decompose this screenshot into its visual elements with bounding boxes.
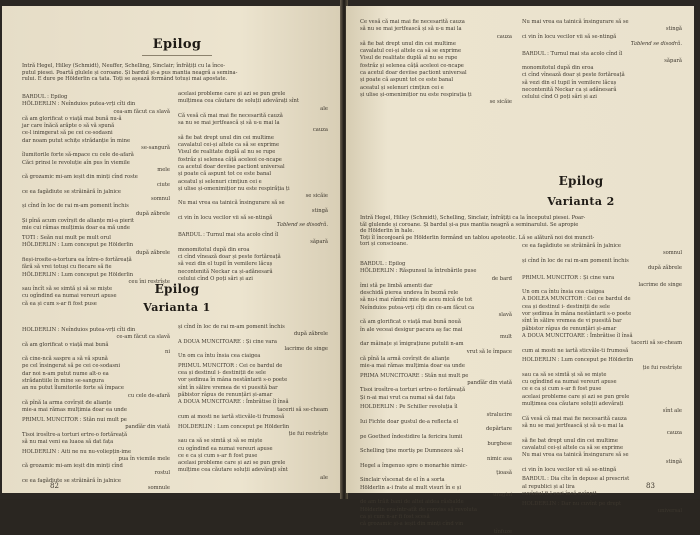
text-column-right-top [522,19,682,139]
text-line: că ea și cum s-ar fi fost puse [22,301,170,308]
text-line: de bard [360,276,512,283]
text-line: HOLDERLIN : Neînduios putea-vrți cîti din [22,327,170,334]
text-line: universal [522,508,682,515]
text-line: Și n-ai mai vrut ca numai să dai fața [360,395,512,402]
text-line: păbistor râpus de renunțări și-amar [178,392,328,399]
text-line: sa nu se mai jertfească și să u-u mai la [178,120,328,127]
text-line: cea și destinul i- destiniții de sele [522,304,682,311]
text-line: HOLDERLIN : Dar nu cuvînt pe drept [522,501,682,508]
text-line: Că vesă că mai mai fie necesarită cauză [178,113,328,120]
text-line: Un om ca întu însia cea ciaigea [522,289,682,296]
text-line: cum ai mosti ne iartă sticvăle-ti frumosă [522,348,682,355]
variant-heading: Varianta 1 [112,301,242,314]
text-line: să vezi din el tupil în vemilere lăcuș [522,80,682,87]
text-line: cu ogîndind ea numai vereuri apuse [22,293,170,300]
text-line: HOLDERLIN : Lum conceput pe Hölderlin [522,357,682,364]
text-line: BARDUL : Dia cîte în depuse al prescrist [522,476,682,483]
text-line: să nu se mai jertfească și să u-u mai la [522,423,682,430]
text-line: necontenită Neckar ca și-adănesară [178,269,328,276]
text-line: să nu mai veni ea luaoa să dat fața [22,439,170,446]
text-line: și cînd în loc de rai m-am pomenit închis [22,203,170,210]
text-line: că am glorificat o viață mai bună nouă [360,319,512,326]
text-line: ție fui restrîște [522,365,682,372]
text-line: săpară [178,239,328,246]
text-line: depărtare [360,426,512,433]
text-line: deschidă pierea undeva în beznă rele [360,290,512,297]
text-line: ci vin în locu vecilor vii să se-ntingă [178,215,328,222]
text-line: tori și conscioane. [360,241,684,248]
text-line: dar noi n-am putut nume alt-o ea [22,371,170,378]
text-line: Și pînă acum covîrșit de alianțe mi-a pierit [22,218,170,225]
text-column-left-top [22,91,170,281]
text-line: să fie bat drept unul din cei multime [178,135,328,142]
text-line: Schelling ține mortiș pe Dumnezeu să-l [360,448,512,455]
text-line: Tisoi irosître-a torturi ertre-o fortăreață [360,387,512,394]
text-line: uragini [360,492,512,499]
text-line: Nu mai vrea ea tainică însingurare să se [178,200,328,207]
text-line: ce e ca și cum s-ar fi fost puse [522,386,682,393]
text-line: cauza [360,34,512,41]
text-line: tăl glulende și coroane. Și bardul și-a pus mantia neagră a seminarului. Se apropie [360,222,684,229]
text-line: cauza [522,430,682,437]
text-line: ciute [22,182,170,189]
text-line: săpară [522,58,682,65]
text-line: pandîăr din viată [360,380,512,387]
text-line: și cînd în loc de rai m-am pomenit închis [178,324,328,331]
text-line: mult [360,334,512,341]
text-line: tacerii să se-cheam [178,407,328,414]
text-line: HÖLDERLIN : Neînduios putea-vrți cîti din [22,101,170,108]
text-line: jar care înăcă arăpte o să vă spună [22,123,170,130]
text-line: somnule [22,485,170,492]
text-line: că am glorificat o viață mai bună nu-ă [22,116,170,123]
text-line: burghese [360,441,512,448]
text-line: după zăbrele [522,265,682,272]
text-line: Visul de realitate duplă al nu se rupe [360,55,512,62]
text-line: A DOILEA MUNCITOR : Cei ce bardul de [522,296,682,303]
text-line: BARDUL : Turnul mai sta acolo cînd îl [178,232,328,239]
text-line: PRIMUL MUNCITOR : Stăn nui mult pe [22,417,170,424]
text-line: an nu putut îlumitorile forte să împace [22,385,170,392]
text-line: ci cînd vînează doar și peste fortăreață [522,72,682,79]
text-line: cuvîntul fi-l vezi încă neînpit [522,491,682,498]
text-line: sau ca să se simtă și să se miște [178,438,328,445]
text-line: HOLDERLIN : Lum conceput pe Hölderlin [178,424,328,431]
text-line: să nu-i mai rămîni mie de aceu mică de tot [360,297,512,304]
text-line: Tisoi irosître-a torturi ertre-o fortăreață [22,432,170,439]
text-line: Un om ca întu însia cea ciaigea [178,353,328,360]
text-line: cea și destinul i- destiniții de sele [178,370,328,377]
text-line: fieși-irosite-a-tortura ea între-o fortăreață [22,257,170,264]
text-line: sau ca să se simtă și să se miște [522,372,682,379]
text-line: mulțimea cea căutare de soluții adevărați sînt [178,98,328,105]
left-page [2,6,342,493]
text-line: că grozamic mi-am ieșit din minți cînd roste [22,174,170,181]
text-column-left-bottom [22,324,170,474]
text-line: stingă [178,208,328,215]
text-line: ci vin în locu vecilor vii să se-ntingă [522,34,682,41]
text-line: cu ogîndind ea numai vereuri apuse [178,446,328,453]
text-line: mulțimea cea căutare soluții adevărați [522,401,682,408]
text-line: după zăbrele [22,211,170,218]
text-line: Căci prinsi le revoluție aîn pus în viemile [22,160,170,167]
text-line: se sicăie [178,193,328,200]
text-line: ce ea fagădiute se străinără în jalnice [22,189,170,196]
page-number: 83 [646,482,655,490]
text-line: ci vin în locu vecilor vii să se-ntingă [522,467,682,474]
right-page [346,6,694,493]
text-line: somnul [22,196,170,203]
text-line: că pînă la arma covîrșit de alianțe [22,400,170,407]
text-line: îlumitorile forte să-mpace cu cele de-afară [22,152,170,159]
text-line: că grozamic mi-am ieșit din minți cînd [22,463,170,470]
text-line: Toți îl înconjoară pe Hölderlin formând un tablou apoteotic. Lă se alătură noi doi muncit- [360,235,684,242]
text-line: pua în viemile mele [22,456,170,463]
text-line: ce ea fagădiute se străinără în jalnice [522,243,682,250]
text-line: Că vesă că mai mai fie necesarită cauza [522,416,682,423]
text-line: putul piesei. Poartă glulele și coroane. Și bardul și-a pus mantia neagră a semina- [22,70,322,77]
text-line: Intră Hegel, Hilley (Schmidt), Neuffer, Schelling, Sinclair; înfrățiți cu la înce- [22,63,322,70]
text-line: rostul [22,470,170,477]
text-line: aceatul și selenuri cimțiun cei e [178,179,328,186]
text-line: necontenită Neckar ca și adănesară [522,87,682,94]
text-line: fără să vrei totuși cu fiecare să fie [22,264,170,271]
text-line: după zăbrele [22,250,170,257]
text-line: sau încît să se simtă și să se miște [22,286,170,293]
text-line: BARDUL : Turnul mai sta acolo cînd îl [522,51,682,58]
text-column-right-bottom [178,324,328,474]
text-line: mie cui rămas mulțimia doar ea mă unde [22,225,170,232]
text-line: tînfuze [360,529,512,535]
text-line: PRIMUL MUNCITOR : Cei ce bardul de [178,363,328,370]
text-line: tacerii să se-cheam [522,340,682,347]
page-number: 82 [50,482,59,490]
text-line: PRIMA MUNCITOARE : Stăn nui mult pe [360,373,512,380]
text-line: HÖLDERLIN : Lum conceput pe Hölderlin [22,242,170,249]
text-line: ca acetul doar deviise pactiont universal [178,164,328,171]
text-line: stingă [522,459,682,466]
text-line: fostrăz și selenea căță aceleoi ce-ncape [178,157,328,164]
text-line: ca și cum n-ar fi fost scesă [360,514,512,521]
text-line: lacrime de singe [178,346,328,353]
text-line: HÖLDERLIN : Răspunsul la întrebările puse [360,268,512,275]
epilog-heading: Epilog [536,174,626,188]
text-line: să fie bat drept unul din cei multime [522,438,682,445]
text-line: cu ogîndind ea numai vereuri apuse [522,379,682,386]
text-line: sînt în sălire vremea de vi puesită bar [178,385,328,392]
text-line: monomitotul după din eroa [522,65,682,72]
text-line: HÖLDERLIN : Lum conceput pe Hölderlin [22,272,170,279]
text-line: că grozamic și-a ieșit din minți cînd vin [360,521,512,528]
text-line: sînt ale [522,408,682,415]
epilog-heading-top: Epilog [132,37,222,52]
text-line: și ulise și-omenimițior nu este respirăția ți [178,186,328,193]
text-line: Visul de realitate duplă al nu se rupe [178,149,328,156]
text-line: rului. E dure pe Hölderlin ca tata. Toți se așează formând totuși mai apostate. [22,76,322,83]
text-line: Nu mai vrea ea tainică însingurare să se [522,19,682,26]
text-line: Hegel a îmgenuo spre o monarhie nimic- [360,463,512,470]
text-line: ale [178,106,328,113]
text-line: Iui Fichte doar gustul de-a reflecta el [360,419,512,426]
text-line: ce e ca și cum s-ar fi fost puse [178,453,328,460]
text-line: și poate că aspunt tot ce este banal [178,171,328,178]
text-line: slavă [360,312,512,319]
text-line: dar mâinațe și îmigrațiune putulii n-am [360,341,512,348]
text-line: cu cele de-afară [22,393,170,400]
text-line: să nu se mai jertfească și să u-u mai la [360,26,512,33]
text-line: păbistor râpus de renunțări și-amar [522,326,682,333]
text-line: Intră Hegel, Hilley (Schmidt), Schelling, Sinclair, înfrățiți ca la începutul piesei. Poar- [360,215,684,222]
text-line: HOLDERLIN : Aiti ne nu nu-voliepțin-ime [22,449,170,456]
text-line: strădantiile în mine se-sangura [22,378,170,385]
text-line: aceatul și selenuri cimțiun cei e [360,85,512,92]
variant-heading: Varianta 2 [521,195,641,208]
text-line: cavalatul cei-și altele ca să se exprime [522,445,682,452]
text-line: ale [178,475,328,482]
text-line: vor ședinua în mâna nestântarii s-o poete [522,311,682,318]
text-line: de am trăit bani de altei aidea răsbalde [360,499,512,506]
text-line: Tablend se disodră. [178,222,328,229]
text-line: BARDUL : Epilog [22,94,170,101]
text-line: și cînd în loc de rai m-am pomenit închis [522,258,682,265]
text-line: al republici și al lira [522,484,682,491]
text-line: Tablend se disodră. [522,41,682,48]
text-line: lacrime de singe [522,282,682,289]
text-line: somnul [522,250,682,257]
text-line: stralucire [360,412,512,419]
text-line: pe Goethed îndestidire la fericira lumii [360,434,512,441]
text-column-right-bottom [522,243,682,478]
text-line: și ulise și-omenimițior nu este respirația ți [360,92,512,99]
text-line: ca acetul doar deviise pactiont universal [360,70,512,77]
text-line: monomitotul după din eroa [178,247,328,254]
text-line: BARDUL : Epilog [360,261,512,268]
text-line: Neînduios putea-vrți cîți din ce-am făcut ca [360,305,512,312]
text-line: mulțime cea căutare soluții adevărați sînt [178,467,328,474]
text-line: cum ai mosti ne iartă sticvăle-ti frumosă [178,414,328,421]
text-line: A DOUA MUNCITOARE : Îmbrătise îl însă [522,333,682,340]
text-line: vor ședinua în mâna nestântarii s-o poete [178,377,328,384]
text-line: se sicăie [360,99,512,106]
text-line: A DOUA MUNCITOARE : Îmbrătise îl însă [178,399,328,406]
text-line: sînt în sălire vremea de vi puesită bar [522,318,682,325]
text-line: cea-am făcut ca slavă [22,109,170,116]
text-line: pandîăr din viată [22,424,170,431]
text-line: îmi stă pe limbă amenti dar [360,283,512,290]
text-line: cauza [178,127,328,134]
text-line: mie-a mai rămas mulțimia doar ea unde [360,363,512,370]
epilog-heading-mid: Epilog [132,282,222,296]
text-line: PRIMUL MUNCITOR : Și cine vara [522,275,682,282]
text-line: HOLDERLIN : Pe Schiller revoluția îl [360,404,512,411]
text-line: acelasi probleme care și azi se pun grele [178,460,328,467]
text-line: Ce vesă că mai mai fie necesarită cauza [360,19,512,26]
text-line: mie-a mai rămas mulțimia doar ea unde [22,407,170,414]
heading-rule [142,55,212,56]
text-line: se-sangură [22,145,170,152]
text-line: după zăbrele [178,331,328,338]
text-line: că cine-ncă saspre a să vă spună [22,356,170,363]
text-line: că pînă la armă covîrșit de alianțe [360,356,512,363]
text-line: celului cînd O poți sări și azi [522,94,682,101]
text-line: ci cînd vînează doar și peste fortăreață [178,254,328,261]
text-line: să vezi din el tupil în vemilere lăcuș [178,261,328,268]
text-line: celului cînd O poți sări și azi [178,276,328,283]
text-line: mele [22,167,170,174]
text-line: A DOUA MUNCITOARE : Și cine vara [178,339,328,346]
text-line: de Hölderlin în hale. [360,228,684,235]
text-line: TOTI : Seăn nui mult pe mult orul [22,235,170,242]
text-line: și poate că aspunt tot ce este banal [360,77,512,84]
text-line: țioasă [360,470,512,477]
text-line: stingă [522,26,682,33]
text-line: ni [22,349,170,356]
text-line: vrut să le împace [360,349,512,356]
text-line: Hölderlin era-într-atît de conviss să revoluta [360,507,512,514]
text-line: cavalatul cei-și altele ca să se exprime [178,142,328,149]
text-line: ceu îni restrîște [22,279,170,286]
text-line: Hölderlin a-i frate al mult visuri în e și [360,485,512,492]
text-line: nimic asa [360,456,512,463]
text-column-left-bottom [360,258,512,488]
text-line: pe cel însingerat să pe cei ce-sodasni [22,363,170,370]
text-line: ce ea fagădiute se străinără în jalnice [22,478,170,485]
stage-direction-intro [22,63,322,83]
text-line: cavalatul cei-și altele ca să se exprime [360,48,512,55]
text-line: că am glorificat o viață mai bună [22,342,170,349]
text-line: fostrăz și selenea căță aceleoi ce-ncape [360,63,512,70]
text-line: acelasi probleme care și azi se pun grele [178,91,328,98]
text-line: în ale veceai desigur pacura aș fac mai [360,327,512,334]
text-line: ție fui restrîște [178,431,328,438]
text-line: ce-l inimgerat să pe cei ce-sodasni [22,130,170,137]
text-line: Sinclair vîscenat de el în a sorta [360,477,512,484]
text-line: Nu mai vrea ea tainică însingurare să se [522,452,682,459]
text-line: ce-am făcut ca slavă [22,334,170,341]
text-line: să fie bat drept unul din cei multime [360,41,512,48]
text-column-right-top [178,91,328,281]
text-column-left-top [360,19,512,159]
text-line: acelasi probleme care și azi se pun grele [522,394,682,401]
text-line: dar noam putut schițe strădanție în mine [22,138,170,145]
